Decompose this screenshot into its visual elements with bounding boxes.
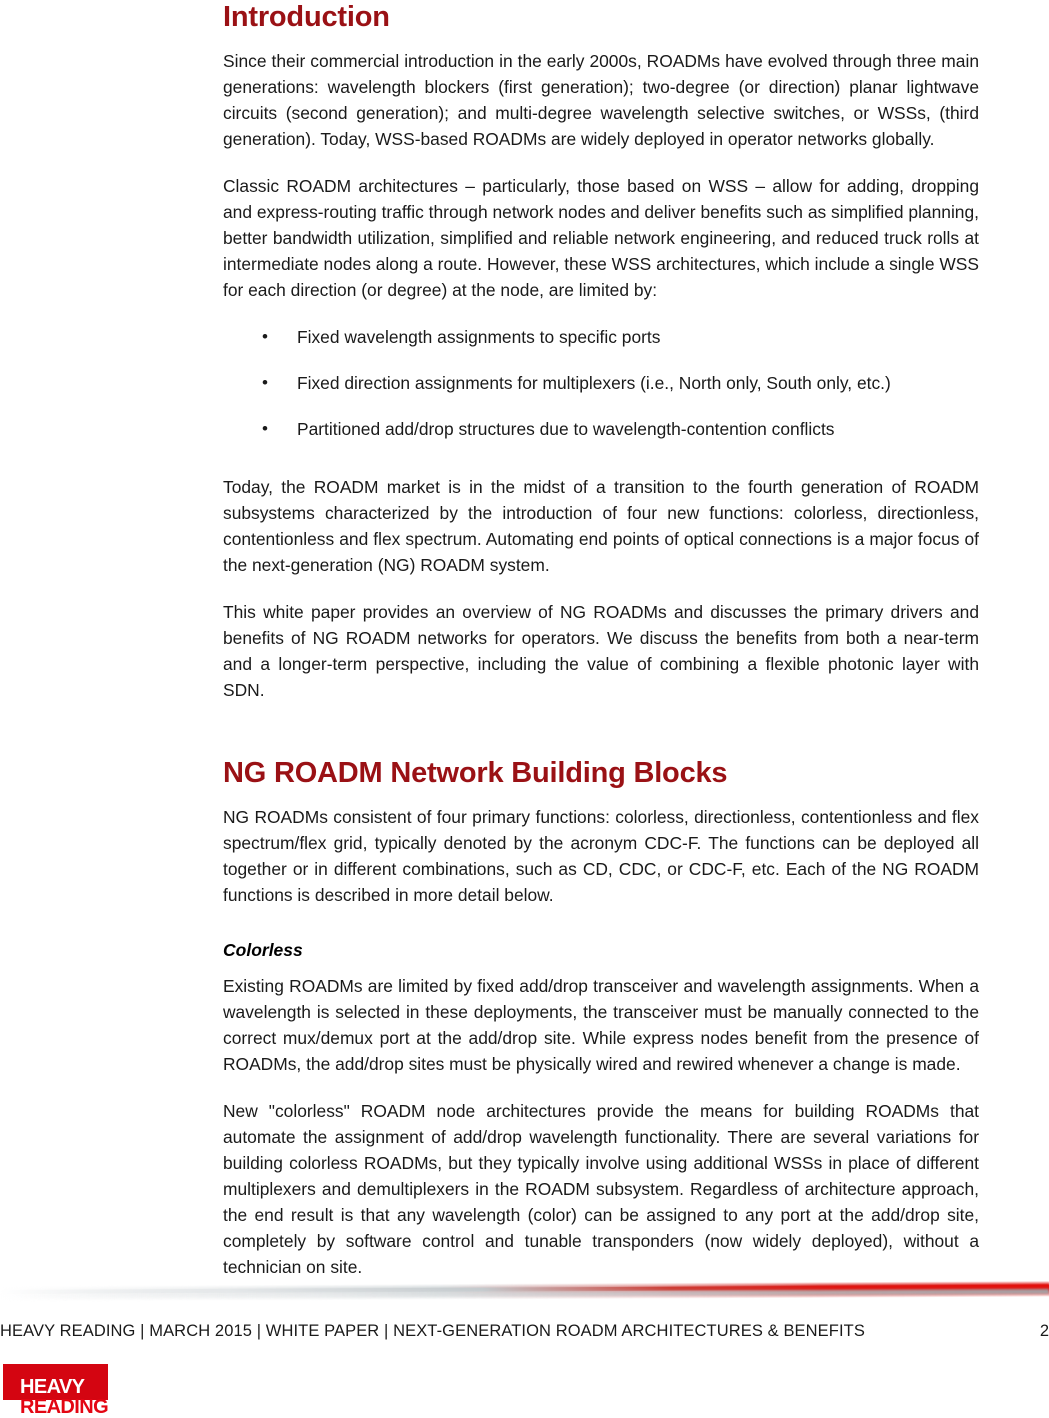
page-number: 2 [1039,1322,1049,1340]
paragraph-intro-3: Today, the ROADM market is in the midst of a transition to the fourth generation of ROADM subsystems characterized by the introduction of four new functions: colorless, directionless, contentionless and flex spectrum. Automating end points of optical connections is a major focus of the next-generation (NG) ROADM system. [223,477,979,575]
spacer [223,464,979,474]
limitations-bullet-list [223,324,979,442]
bullet-icon: • [262,419,268,438]
paragraph-intro-4: This white paper provides an overview of NG ROADMs and discusses the primary drivers and benefits of NG ROADM networks for operators. We discuss the benefits from both a near-term and a longer-term perspective, including the value of combining a flexible photonic layer with SDN. [223,602,979,700]
logo-text-reading: READING [20,1396,109,1418]
paragraph-colorless-1: Existing ROADMs are limited by fixed add/drop transceiver and wavelength assignments. When a wavelength is selected in these deployments, the transceiver must be manually connected to the correct mux/demux port at the add/drop site. While express nodes benefit from the presence of ROADMs, the add/drop sites must be physically wired and rewired whenever a change is made. [223,976,979,1074]
heading-introduction: Introduction [223,1,390,33]
paragraph-intro-1: Since their commercial introduction in the early 2000s, ROADMs have evolved through three main generations: wavelength blockers (first generation); two-degree (or direction) planar lightwave circuits (second generation); and multi-degree wavelength selective switches, or WSSs, (third generation). Today, WSS-based ROADMs are widely deployed in operator networks globally. [223,51,979,149]
logo-text-heavy: HEAVY [20,1376,85,1398]
paragraph-ng-roadm-1: NG ROADMs consistent of four primary functions: colorless, directionless, contentionless and flex spectrum/flex grid, typically denoted by the acronym CDC-F. The functions can be deployed all together or in different combinations, such as CD, CDC, or CDC-F, etc. Each of the NG ROADM functions is described in more detail below. [223,807,979,905]
list-item-label: Partitioned add/drop structures due to wavelength-contention conflicts [297,419,835,439]
footer-breadcrumb: HEAVY READING | MARCH 2015 | WHITE PAPER | NEXT-GENERATION ROADM ARCHITECTURES & BENEFITS [0,1322,865,1340]
list-item [223,416,979,442]
footer-divider [0,1286,1049,1302]
heavy-reading-logo [3,1364,111,1416]
paragraph-intro-2: Classic ROADM architectures – particularly, those based on WSS – allow for adding, dropping and express-routing traffic through network nodes and deliver benefits such as simplified planning, better bandwidth utilization, simplified and reliable network engineering, and reduced truck rolls at intermediate nodes along a route. However, these WSS architectures, which include a single WSS for each direction (or degree) at the node, are limited by: [223,176,979,300]
subheading-colorless: Colorless [223,940,303,960]
list-item [223,324,979,350]
spacer [223,724,979,756]
bullet-icon: • [262,327,268,346]
heading-ng-roadm-network-building-blocks: NG ROADM Network Building Blocks [223,757,728,789]
document-content-column [223,0,979,1280]
list-item-label: Fixed wavelength assignments to specific ports [297,327,661,347]
paragraph-colorless-2: New "colorless" ROADM node architectures provide the means for building ROADMs that automate the assignment of add/drop wavelength functionality. There are several variations for building colorless ROADMs, but they typically involve using additional WSSs in place of different multiplexers and demultiplexers in the ROADM subsystem. Regardless of architecture approach, the end result is that any wavelength (color) can be assigned to any port at the add/drop site, completely by software control and tunable transponders (now widely deployed), without a technician on site. [223,1101,979,1277]
list-item [223,370,979,396]
bullet-icon: • [262,373,268,392]
spacer [223,929,979,939]
list-item-label: Fixed direction assignments for multiplexers (i.e., North only, South only, etc.) [297,373,891,393]
